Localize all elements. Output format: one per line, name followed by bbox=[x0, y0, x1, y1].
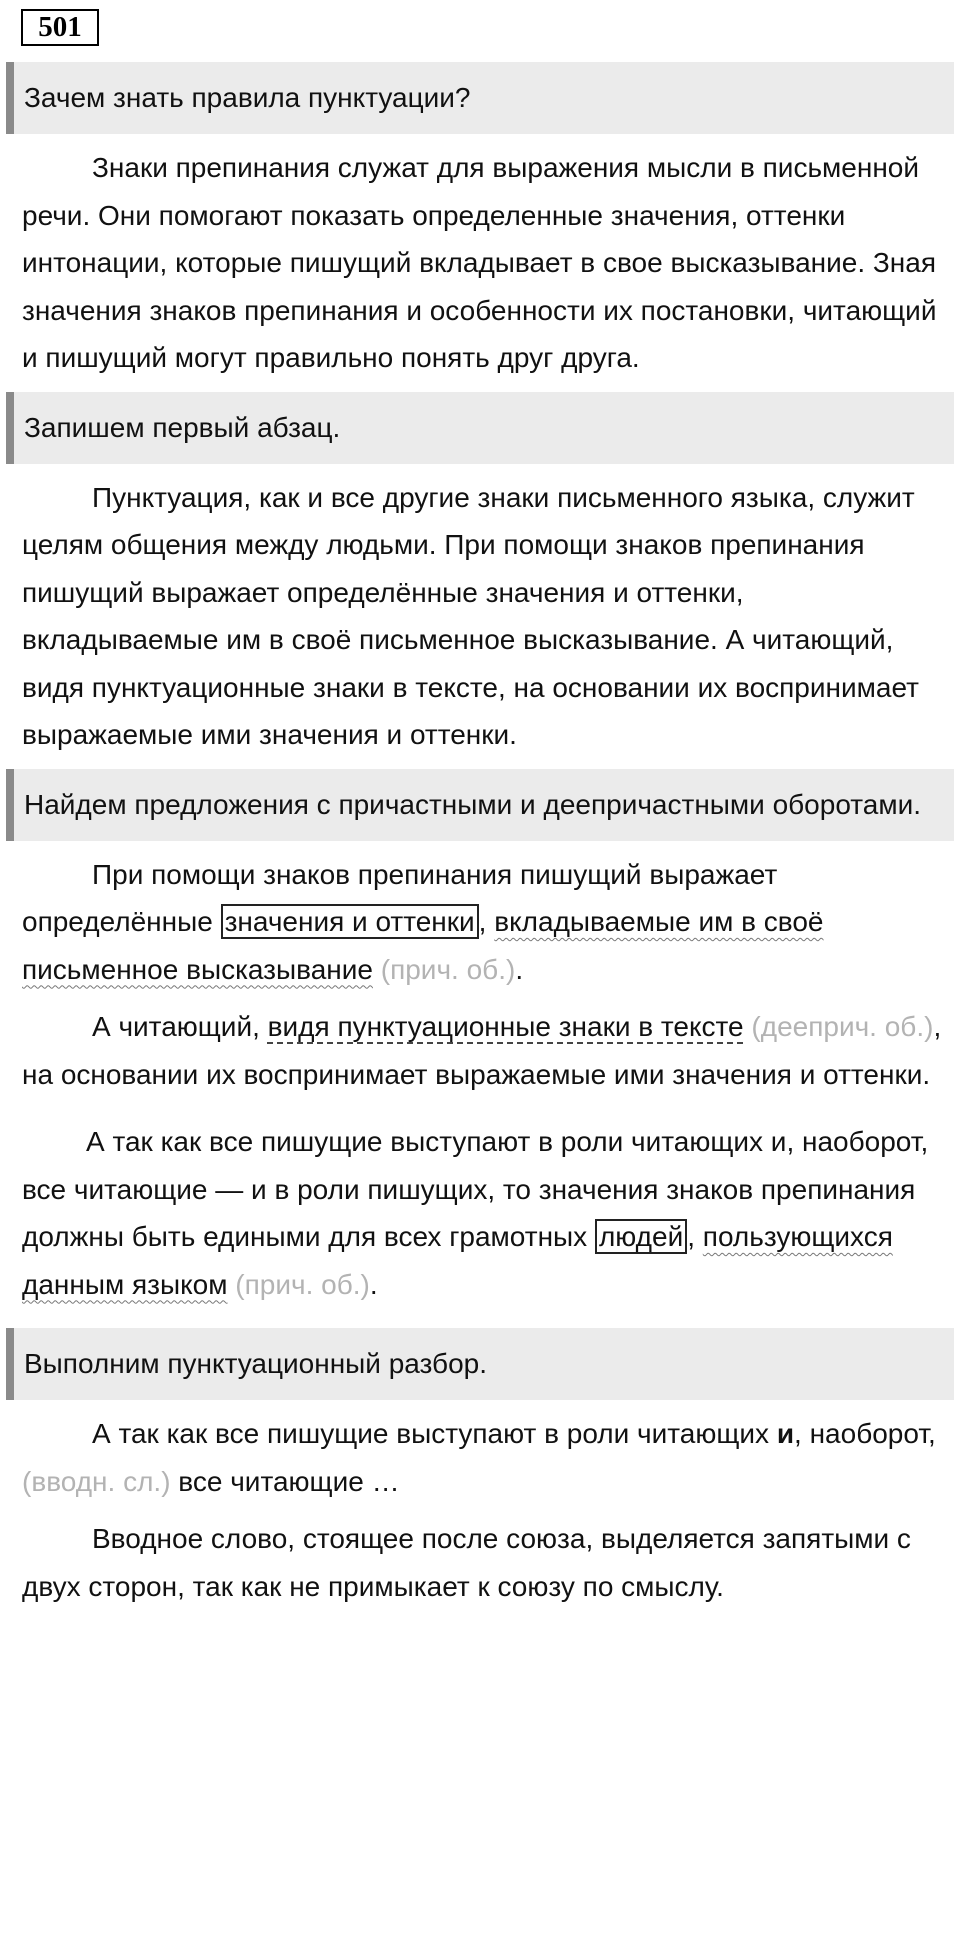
answer-paragraph-why: Знаки препинания служат для выражения мысли в письменной речи. Они помогают показать определенные значения, оттенки интонации, которые пишущий вкладывает в свое высказывание. Зная значения знаков препинания и особенности их постановки, читающий и пишущий могут правильно понять друг друга. bbox=[22, 152, 937, 373]
grammar-note: (прич. об.) bbox=[227, 1268, 370, 1300]
participle-phrase: вкладываемые им в своё письменное высказывание bbox=[22, 906, 824, 985]
solution-content bbox=[6, 62, 954, 1620]
sentence-text: А так как все пишущие выступают в роли читающих и, наоборот, все читающие — и в роли пишущих, то значения знаков препинания должны быть едиными для всех грамотных bbox=[22, 1126, 929, 1252]
grammar-note: (прич. об.) bbox=[372, 953, 516, 985]
grammar-note: (вводн. сл.) bbox=[22, 1465, 171, 1497]
section-header-participle-phrases: Найдем предложения с причастными и деепричастными оборотами. bbox=[6, 769, 954, 841]
sentence-text: А читающий, bbox=[92, 1011, 268, 1042]
section-header-first-paragraph: Запишем первый абзац. bbox=[6, 392, 954, 464]
defined-word-box: людей bbox=[595, 1219, 687, 1254]
section-header-why-punctuation: Зачем знать правила пунктуации? bbox=[6, 62, 954, 134]
participle-sentence-2 bbox=[6, 1118, 954, 1308]
task-number: 501 bbox=[21, 9, 99, 46]
participle-sentence-1 bbox=[6, 851, 954, 994]
sentence-text: , наоборот, bbox=[794, 1418, 936, 1449]
adverbial-participle-phrase: видя пунктуационные знаки в тексте bbox=[267, 1011, 744, 1042]
sentence-end: . bbox=[515, 953, 524, 985]
defined-word-box: значения и оттенки bbox=[221, 904, 479, 939]
sentence-end: . bbox=[369, 1268, 378, 1300]
sentence-end: все читающие … bbox=[170, 1465, 400, 1497]
participle-phrase: пользующихся данным языком bbox=[22, 1221, 893, 1300]
sentence-text: При помощи знаков препинания пишущий выражает определённые bbox=[22, 858, 778, 937]
adverbial-participle-sentence bbox=[6, 1003, 954, 1098]
analysis-explanation: Вводное слово, стоящее после союза, выделяется запятыми с двух сторон, так как не примыкает к союзу по смыслу. bbox=[22, 1523, 911, 1602]
comma: , bbox=[687, 1221, 703, 1252]
grammar-note: (дееприч. об.) bbox=[743, 1011, 934, 1042]
comma: , bbox=[478, 906, 495, 937]
section-header-punctuation-analysis: Выполним пунктуационный разбор. bbox=[6, 1328, 954, 1400]
first-paragraph-text: Пунктуация, как и все другие знаки письменного языка, служит целям общения между людьми. При помощи знаков препинания пишущий выражает определённые значения и оттенки, вкладываемые им в своё письменное высказывание. А читающий, видя пунктуационные знаки в тексте, на основании их воспринимает выражаемые ими значения и оттенки. bbox=[22, 481, 919, 750]
conjunction-bold: и bbox=[776, 1418, 795, 1449]
analysis-sentence bbox=[6, 1410, 954, 1505]
sentence-text: А так как все пишущие выступают в роли читающих bbox=[92, 1418, 777, 1449]
sentence-end: , на основании их воспринимает выражаемые ими значения и оттенки. bbox=[22, 1011, 942, 1090]
